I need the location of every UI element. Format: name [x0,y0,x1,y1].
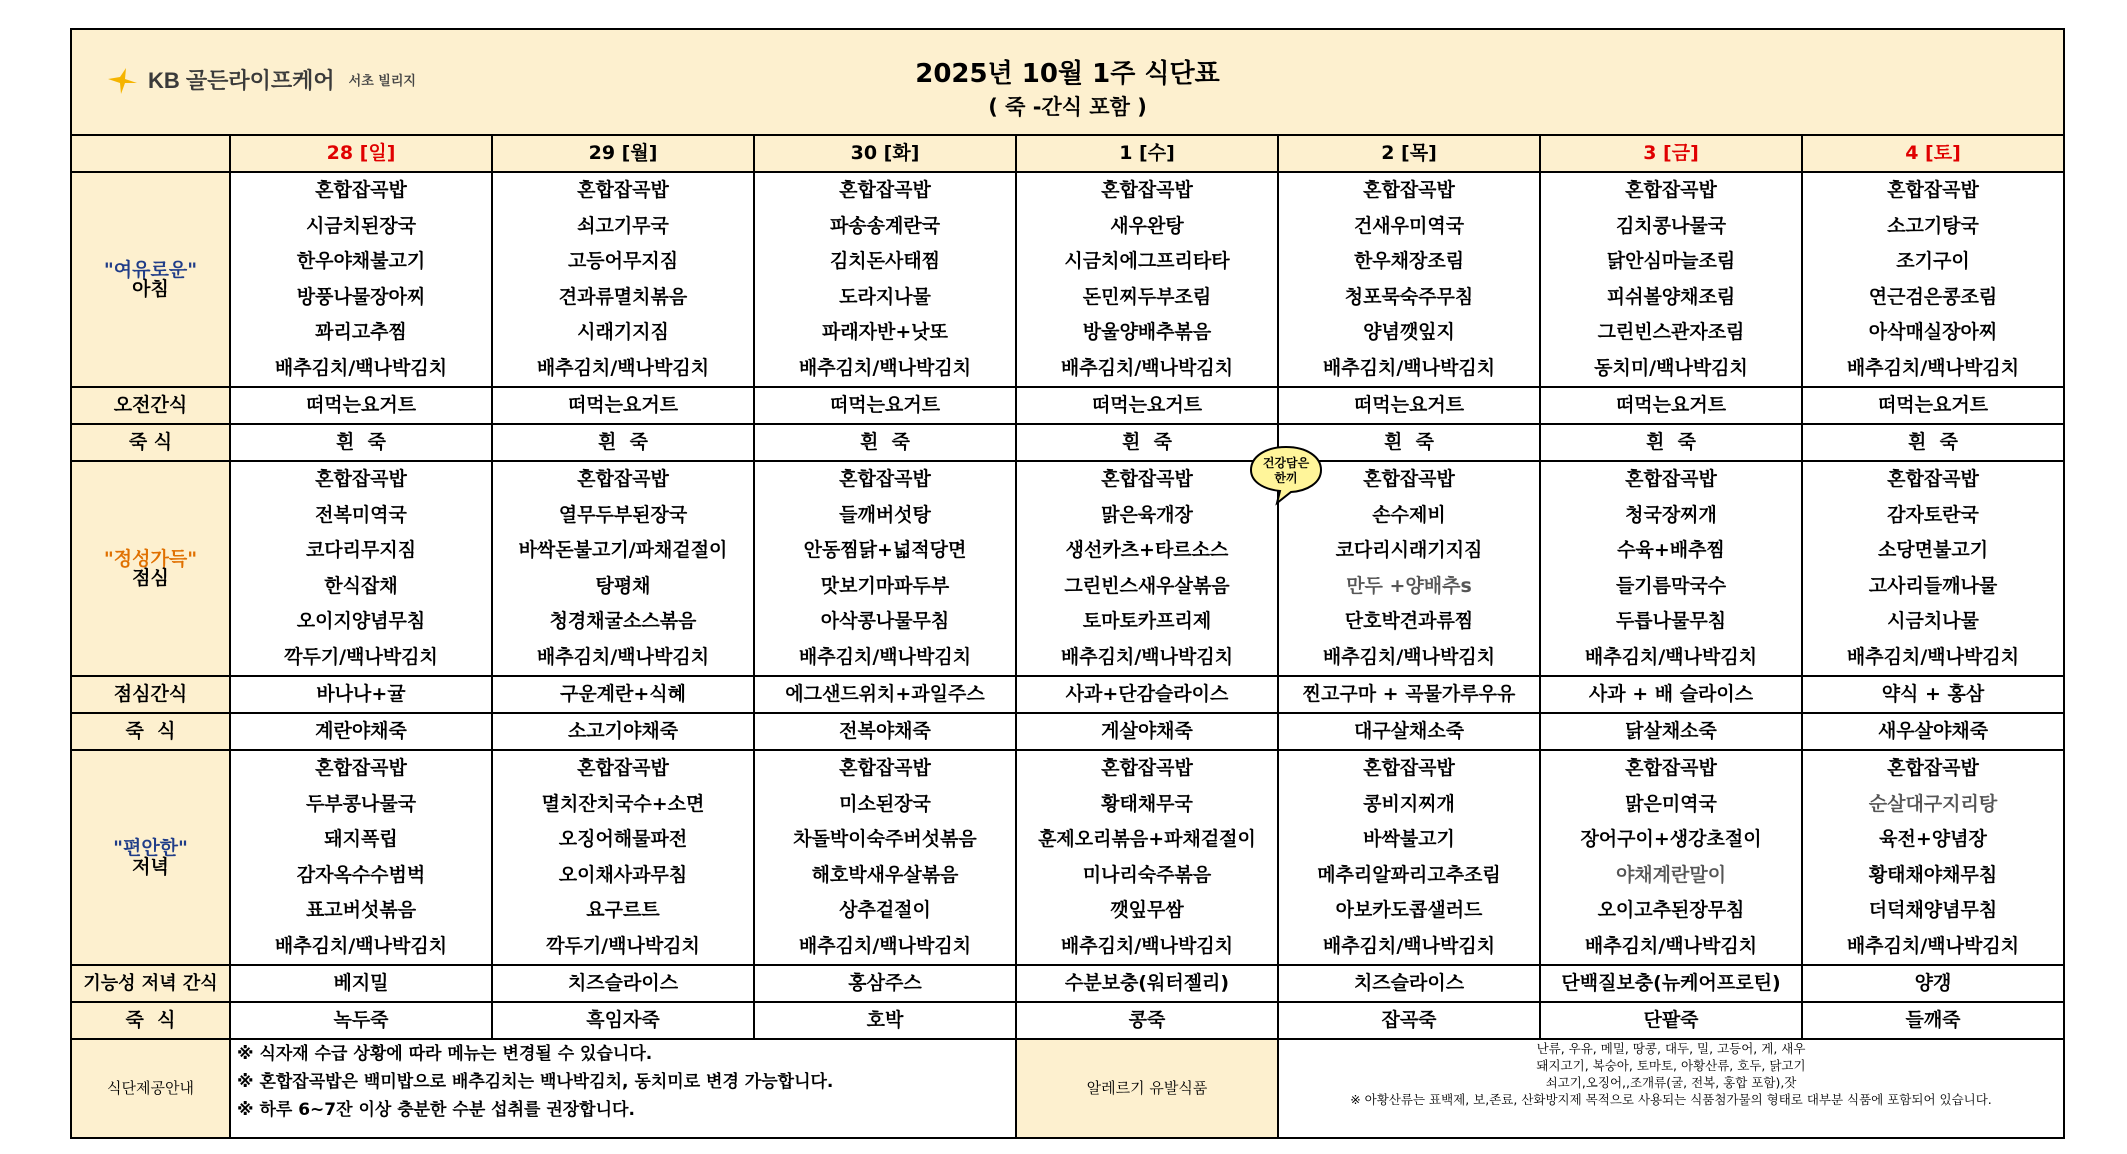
menu-item: 혼합잡곡밥 [1887,468,1979,490]
meal-cell [1016,750,1278,965]
menu-item: 혼합잡곡밥 [577,468,669,490]
menu-item: 육전+양념장 [1879,828,1987,850]
menu-item: 배추김치/백나박김치 [1322,356,1496,379]
menu-item: 소당면불고기 [1877,539,1989,561]
menu-item: 돈민찌두부조림 [1082,285,1212,308]
brand-name: KB 골든라이프케어 [148,68,335,93]
allergy-box [1278,1039,2064,1138]
menu-item: 생선카츠+타르소스 [1065,539,1229,561]
menu-item: 수육+배추찜 [1617,539,1725,561]
day-header-row [71,135,2064,172]
info-row [71,1039,2064,1138]
meal-cell [754,750,1016,965]
menu-item: 그린빈스관자조림 [1597,321,1745,343]
snack-cell: 홍삼주스 [754,965,1016,1002]
lunch-label [71,461,230,676]
porridge-cell: 게살야채죽 [1016,713,1278,750]
porridge-cell: 새우살야채죽 [1802,713,2064,750]
menu-item: 아삭매실장아찌 [1868,321,1998,343]
snack-cell: 떠먹는요거트 [1540,387,1802,424]
menu-item: 혼합잡곡밥 [1363,757,1455,779]
menu-item: 배추김치/백나박김치 [1060,356,1234,379]
menu-item: 혼합잡곡밥 [1363,179,1455,201]
meal-cell [1540,750,1802,965]
snack-cell: 수분보충(워터젤리) [1016,965,1278,1002]
corner-cell [71,135,230,172]
day-header: 28 [일] [230,135,492,172]
porridge-cell: 계란야채죽 [230,713,492,750]
porridge-cell: 단팥죽 [1540,1002,1802,1039]
menu-item: 꽈리고추찜 [315,321,407,343]
menu-item: 깍두기/백나박김치 [546,934,700,957]
menu-item: 조기구이 [1896,250,1970,272]
menu-item: 한우야채불고기 [296,250,426,272]
menu-item: 김치콩나물국 [1615,214,1727,237]
day-header: 3 [금] [1540,135,1802,172]
menu-item: 혼합잡곡밥 [1101,179,1193,201]
menu-item: 깻잎무쌈 [1110,899,1184,921]
lunch-snack-label: 점심간식 [71,676,230,713]
menu-item: 혼합잡곡밥 [1363,468,1455,490]
porridge-cell: 전복야채죽 [754,713,1016,750]
menu-item: 파래자반+낫또 [821,321,949,343]
menu-item: 메추리알꽈리고추조림 [1317,863,1501,886]
menu-item: 배추김치/백나박김치 [1322,645,1496,668]
porridge-cell: 흰 죽 [230,424,492,461]
star-logo-icon [104,66,140,96]
snack-cell: 떠먹는요거트 [1278,387,1540,424]
menu-item: 새우완탕 [1110,214,1184,237]
brand-logo [104,66,416,96]
menu-item: 단호박견과류찜 [1344,610,1474,632]
snack-cell: 사과+단감슬라이스 [1016,676,1278,713]
menu-item: 도라지나물 [839,285,931,308]
menu-item: 장어구이+생강초절이 [1580,828,1762,850]
menu-item: 혼합잡곡밥 [1101,468,1193,490]
menu-item: 오징어해물파전 [558,828,688,850]
menu-item: 표고버섯볶음 [305,899,417,921]
porridge-cell: 콩죽 [1016,1002,1278,1039]
snack-cell: 베지밀 [230,965,492,1002]
menu-item: 혼합잡곡밥 [839,179,931,201]
porridge-label: 죽 식 [71,1002,230,1039]
menu-item: 시금치나물 [1887,610,1979,632]
breakfast-label-tag: "여유로운" [103,258,198,281]
menu-item: 배추김치/백나박김치 [274,934,448,957]
meal-cell [1016,461,1278,676]
menu-item: 청포묵숙주무침 [1344,285,1474,308]
meal-cell [230,750,492,965]
menu-item: 감자옥수수범벅 [296,863,426,886]
menu-item: 상추겉절이 [839,899,931,921]
menu-item: 쇠고기무국 [577,214,669,237]
menu-item: 전복미역국 [315,503,407,526]
title-banner [71,29,2064,135]
menu-item: 그린빈스새우살볶음 [1064,574,1230,597]
porridge-cell: 호박 [754,1002,1016,1039]
meal-cell [1802,461,2064,676]
menu-item: 맑은미역국 [1625,792,1717,815]
meal-cell [230,172,492,387]
breakfast-label-text: 아침 [132,277,169,300]
menu-item: 코다리무지짐 [305,539,417,561]
allergy-line: 돼지고기, 복숭아, 토마토, 아황산류, 호두, 닭고기 [1536,1058,1806,1073]
menu-item: 혼합잡곡밥 [1625,179,1717,201]
notice-line: ※ 식자재 수급 상황에 따라 메뉴는 변경될 수 있습니다. [237,1044,653,1064]
evening-snack-row [71,965,2064,1002]
menu-item: 배추김치/백나박김치 [1846,645,2020,668]
porridge-cell: 녹두죽 [230,1002,492,1039]
breakfast-row [71,172,2064,387]
menu-item: 맛보기마파두부 [820,574,950,597]
menu-item: 오이지양념무침 [296,610,426,632]
porridge-row [71,1002,2064,1039]
snack-cell: 바나나+귤 [230,676,492,713]
meal-cell [230,461,492,676]
snack-cell: 떠먹는요거트 [230,387,492,424]
porridge-row [71,713,2064,750]
menu-table [70,28,2065,1139]
porridge-cell: 흰 죽 [1540,424,1802,461]
meal-cell [1802,750,2064,965]
healthy-meal-badge [1247,443,1325,507]
menu-item: 혼합잡곡밥 [1625,757,1717,779]
menu-item: 파송송계란국 [829,214,941,237]
porridge-cell: 대구살채소죽 [1278,713,1540,750]
menu-item: 배추김치/백나박김치 [1846,356,2020,379]
menu-item: 동치미/백나박김치 [1594,356,1748,379]
brand-branch: 서초 빌리지 [348,73,416,89]
menu-item: 배추김치/백나박김치 [536,356,710,379]
snack-cell: 약식 + 홍삼 [1802,676,2064,713]
porridge-cell: 흰 죽 [1802,424,2064,461]
menu-item: 해호박새우살볶음 [811,863,959,886]
menu-item: 멸치잔치국수+소면 [541,792,705,815]
snack-cell: 찐고구마 + 곡물가루우유 [1278,676,1540,713]
porridge-row [71,424,2064,461]
menu-item: 한우채장조림 [1353,250,1465,272]
menu-item: 황태채무국 [1101,792,1193,815]
breakfast-label [71,172,230,387]
menu-item: 배추김치/백나박김치 [274,356,448,379]
menu-item: 더덕채양념무침 [1868,899,1998,921]
menu-item: 혼합잡곡밥 [1625,468,1717,490]
dinner-label [71,750,230,965]
snack-cell: 단백질보충(뉴케어프로틴) [1540,965,1802,1002]
info-label: 식단제공안내 [71,1039,230,1138]
meal-cell [492,750,754,965]
meal-cell [1802,172,2064,387]
dinner-label-text: 저녁 [132,855,169,878]
lunch-label-text: 점심 [132,566,169,589]
porridge-cell: 흰 죽 [1278,424,1540,461]
menu-item: 맑은육개장 [1101,503,1193,526]
menu-item: 한식잡채 [324,574,398,597]
menu-item: 배추김치/백나박김치 [1060,645,1234,668]
meal-cell [754,172,1016,387]
menu-item: 방울양배추볶음 [1082,321,1212,343]
menu-item: 열무두부된장국 [558,503,688,526]
menu-item: 황태채야채무침 [1868,863,1998,886]
menu-item: 혼합잡곡밥 [315,757,407,779]
menu-item: 청경채굴소스볶음 [549,610,697,632]
menu-item: 미나리숙주볶음 [1082,863,1212,886]
notice-line: ※ 혼합잡곡밥은 백미밥으로 배추김치는 백나박김치, 동치미로 변경 가능합니다. [237,1072,834,1092]
porridge-cell: 흰 죽 [492,424,754,461]
menu-item: 바싹불고기 [1363,828,1455,850]
menu-item: 두릅나물무침 [1615,610,1727,632]
menu-item: 훈제오리볶음+파채겉절이 [1038,828,1256,850]
menu-item: 들기름막국수 [1615,574,1727,597]
menu-item: 들깨버섯탕 [839,503,931,526]
menu-item: 시래기지짐 [577,321,669,343]
menu-item: 미소된장국 [839,792,931,815]
porridge-cell: 흰 죽 [1016,424,1278,461]
day-header: 2 [목] [1278,135,1540,172]
menu-item: 안동찜닭+넓적당면 [803,539,967,561]
badge-line-1: 건강담은 [1262,456,1310,470]
menu-item: 건새우미역국 [1353,214,1465,237]
menu-item: 코다리시래기지짐 [1335,539,1483,561]
menu-item: 배추김치/백나박김치 [1584,934,1758,957]
lunch-label-tag: "정성가득" [103,547,198,570]
menu-item: 혼합잡곡밥 [577,757,669,779]
porridge-label: 죽 식 [71,424,230,461]
menu-item: 배추김치/백나박김치 [1322,934,1496,957]
allergy-line: 난류, 우유, 메밀, 땅콩, 대두, 밀, 고등어, 게, 새우 [1536,1041,1806,1056]
menu-item: 혼합잡곡밥 [577,179,669,201]
menu-item: 혼합잡곡밥 [839,468,931,490]
menu-item: 혼합잡곡밥 [1887,757,1979,779]
menu-item: 혼합잡곡밥 [315,179,407,201]
meal-cell [1278,172,1540,387]
snack-cell: 구운계란+식혜 [492,676,754,713]
menu-item: 피쉬볼양채조림 [1606,285,1736,308]
lunch-row [71,461,2064,676]
allergy-line: 쇠고기,오징어,,조개류(굴, 전복, 홍합 포함),잣 [1545,1075,1797,1090]
menu-item: 배추김치/백나박김치 [798,356,972,379]
menu-item: 아보카도콥샐러드 [1335,899,1483,921]
menu-item: 배추김치/백나박김치 [536,645,710,668]
snack-cell: 떠먹는요거트 [492,387,754,424]
day-header: 30 [화] [754,135,1016,172]
menu-item: 두부콩나물국 [305,792,417,815]
meal-cell [1540,461,1802,676]
snack-cell: 에그샌드위치+과일주스 [754,676,1016,713]
menu-item: 토마토카프리제 [1082,610,1212,632]
porridge-cell: 흰 죽 [754,424,1016,461]
meal-cell [492,172,754,387]
lunch-snack-row [71,676,2064,713]
menu-item: 배추김치/백나박김치 [798,934,972,957]
menu-item: 배추김치/백나박김치 [1846,934,2020,957]
day-header: 4 [토] [1802,135,2064,172]
menu-item: 청국장찌개 [1625,503,1717,526]
menu-item: 닭안심마늘조림 [1606,250,1736,272]
menu-item: 깍두기/백나박김치 [284,645,438,668]
porridge-label: 죽 식 [71,713,230,750]
menu-item: 혼합잡곡밥 [1101,757,1193,779]
page-subtitle: ( 죽 -간식 포함 ) [988,94,1147,119]
snack-cell: 치즈슬라이스 [492,965,754,1002]
notice-box [230,1039,1016,1138]
porridge-cell: 흑임자죽 [492,1002,754,1039]
evening-snack-label: 기능성 저녁 간식 [71,965,230,1002]
menu-item: 고사리들깨나물 [1868,574,1998,597]
menu-item: 오이고추된장무침 [1597,899,1745,921]
porridge-cell: 잡곡죽 [1278,1002,1540,1039]
snack-cell: 치즈슬라이스 [1278,965,1540,1002]
notice-line: ※ 하루 6~7잔 이상 충분한 수분 섭취를 권장합니다. [237,1100,635,1120]
menu-item: 혼합잡곡밥 [1887,179,1979,201]
menu-item: 방풍나물장아찌 [296,285,426,308]
allergy-label: 알레르기 유발식품 [1016,1039,1278,1138]
dinner-label-tag: "편안한" [113,836,188,859]
menu-item: 탕평채 [595,574,651,597]
am-snack-row [71,387,2064,424]
menu-item: 혼합잡곡밥 [315,468,407,490]
porridge-cell: 닭살채소죽 [1540,713,1802,750]
menu-item: 돼지폭립 [324,828,398,850]
meal-cell [492,461,754,676]
menu-item: 양념깻잎지 [1363,321,1455,343]
badge-line-2: 한끼 [1274,471,1298,485]
menu-item: 시금치에그프리타타 [1064,250,1230,272]
menu-item: 감자토란국 [1887,503,1979,526]
menu-item: 아삭콩나물무침 [820,610,950,632]
porridge-cell: 소고기야채죽 [492,713,754,750]
menu-item: 시금치된장국 [305,214,417,237]
menu-item: 손수제비 [1372,503,1446,526]
menu-item: 혼합잡곡밥 [839,757,931,779]
meal-cell [1016,172,1278,387]
menu-item: 고등어무지짐 [567,250,679,272]
menu-item: 배추김치/백나박김치 [1060,934,1234,957]
meal-cell [754,461,1016,676]
snack-cell: 양갱 [1802,965,2064,1002]
snack-cell: 떠먹는요거트 [754,387,1016,424]
menu-item: 오이채사과무침 [558,863,688,886]
menu-item: 바싹돈불고기/파채겉절이 [518,539,728,561]
menu-item: 야채계란말이 [1615,863,1727,886]
menu-item: 차돌박이숙주버섯볶음 [793,828,977,850]
menu-item: 배추김치/백나박김치 [1584,645,1758,668]
menu-item: 요구르트 [586,899,660,921]
snack-cell: 떠먹는요거트 [1016,387,1278,424]
menu-item: 콩비지찌개 [1363,792,1455,815]
snack-cell: 떠먹는요거트 [1802,387,2064,424]
meal-cell [1540,172,1802,387]
menu-item: 소고기탕국 [1887,214,1979,237]
menu-item: 배추김치/백나박김치 [798,645,972,668]
snack-cell: 사과 + 배 슬라이스 [1540,676,1802,713]
menu-item: 순살대구지리탕 [1868,792,1998,815]
meal-cell [1278,750,1540,965]
menu-item: 만두 +양배추s [1346,574,1472,597]
allergy-line: ※ 아황산류는 표백제, 보,존료, 산화방지제 목적으로 사용되는 식품첨가물의 형태로 대부분 식품에 포함되어 있습니다. [1350,1092,1992,1107]
dinner-row [71,750,2064,965]
page-title: 2025년 10월 1주 식단표 [915,58,1220,89]
day-header: 29 [월] [492,135,754,172]
porridge-cell: 들깨죽 [1802,1002,2064,1039]
am-snack-label: 오전간식 [71,387,230,424]
menu-item: 견과류멸치볶음 [558,285,688,308]
menu-item: 연근검은콩조림 [1868,285,1998,308]
day-header: 1 [수] [1016,135,1278,172]
menu-item: 김치돈사태찜 [829,250,941,272]
